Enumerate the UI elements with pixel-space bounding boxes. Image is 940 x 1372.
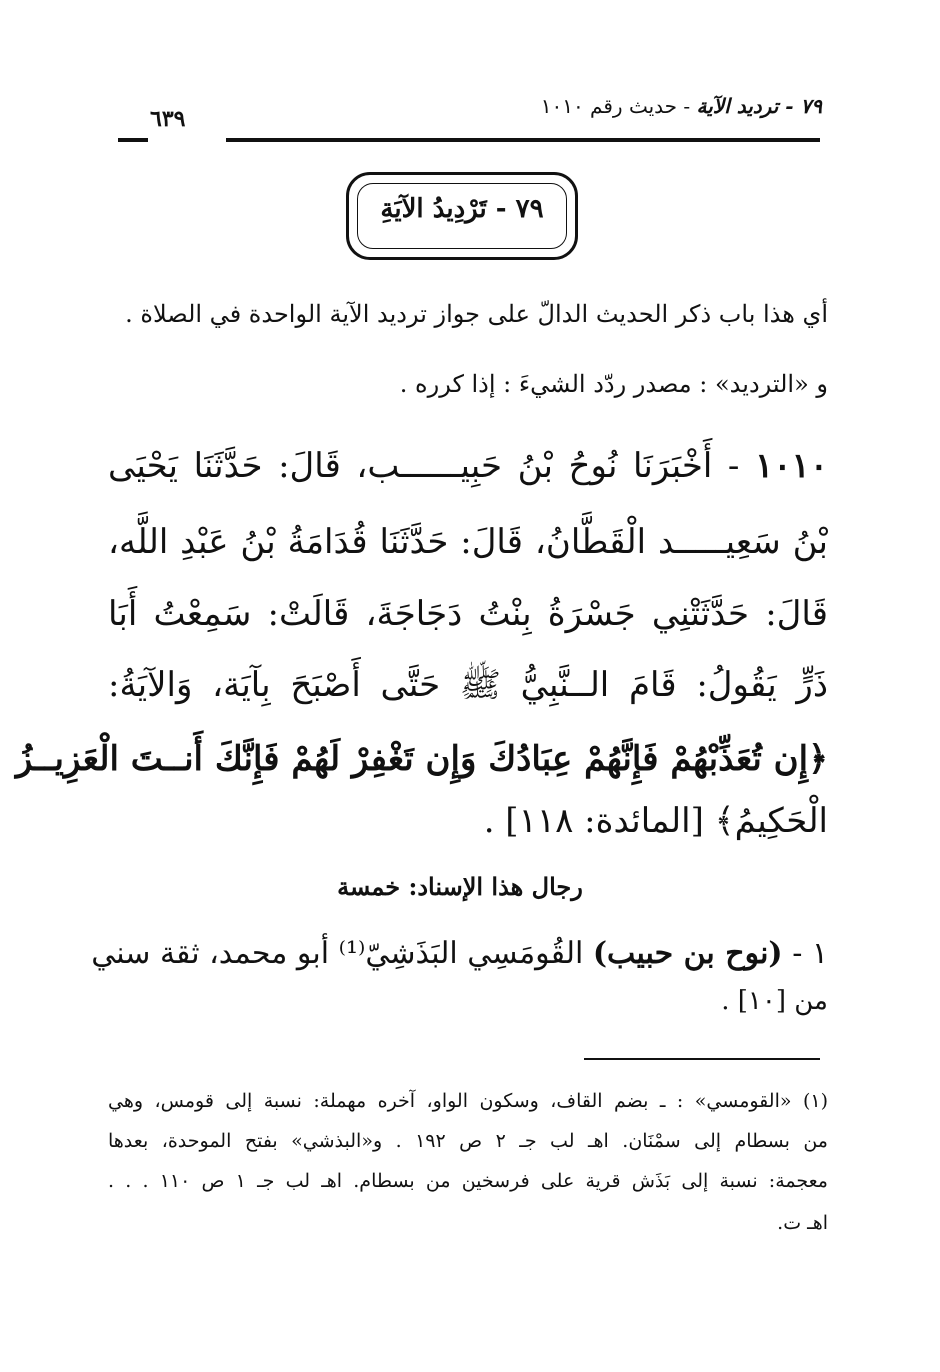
header-hadith-ref: - حديث رقم ١٠١٠ (540, 94, 691, 118)
hadith-line-1-text: - أَخْبَرَنَا نُوحُ بْنُ حَبِيــــــب، قَالَ: حَدَّثَنَا يَحْيَى (108, 446, 740, 486)
footnote-line-3: معجمة: نسبة إلى بَذَش قرية على فرسخين من بسطام. اهـ لب جـ ١ ص ١١٠ . . . (108, 1170, 828, 1192)
hadith-line-3: قَالَ: حَدَّثَتْنِي جَسْرَةُ بِنْتُ دَجَاجَةَ، قَالَتْ: سَمِعْتُ أَبَا (108, 594, 828, 634)
footnote-line-4: اهـ ت. (777, 1212, 828, 1234)
footnote-rule (584, 1058, 820, 1060)
section-heading: رجال هذا الإسناد: خمسة (337, 872, 583, 901)
footnote-line-1: (١) «القومسي» : ـ بضم القاف، وسكون الواو، آخره مهملة: نسبة إلى قومس، وهي (108, 1090, 828, 1112)
hadith-line-2: بْنُ سَعِيـــــد الْقَطَّانُ، قَالَ: حَدَّثَنَا قُدَامَةُ بْنُ عَبْدِ اللَّه، (108, 522, 828, 562)
quran-verse-line-1: ﴿إِن تُعَذِّبْهُمْ فَإِنَّهُمْ عِبَادُكَ وَإِن تَغْفِرْ لَهُمْ فَإِنَّكَ أَنــتَ الْعَزِيــزُ (15, 739, 828, 779)
page-number: ٦٣٩ (150, 106, 186, 132)
running-header (122, 94, 822, 124)
header-rule (226, 138, 820, 142)
hadith-number: ١٠١٠ (754, 446, 828, 486)
quran-verse-line-2: الْحَكِيمُ﴾ [المائدة: ١١٨] . (483, 801, 828, 841)
narrator-entry-1 (91, 936, 828, 971)
narrator-description: القُومَسِي البَذَشِيّ⁽¹⁾ أبو محمد، ثقة سني (91, 936, 584, 971)
intro-line-1: أي هذا باب ذكر الحديث الدالّ على جواز ترديد الآية الواحدة في الصلاة . (125, 300, 828, 328)
narrator-name: (نوح بن حبيب) (592, 936, 783, 971)
narrator-entry-1-continuation: من [١٠] . (721, 986, 828, 1016)
hadith-line-4: ذَرٍّ يَقُولُ: قَامَ الــنَّبِيُّ ﷺ حَتَّى أَصْبَحَ بِآيَة، وَالآيَةُ: (108, 665, 828, 705)
chapter-title: ٧٩ - تَرْدِيدُ الآيَةِ (380, 194, 544, 224)
header-chapter-label: ٧٩ - ترديد الآية (696, 94, 822, 118)
intro-line-2: و «الترديد» : مصدر ردّد الشيءَ : إذا كرره . (399, 370, 828, 398)
footnote-line-2: من بسطام إلى سمْنَان. اهـ لب جـ ٢ ص ١٩٢ . و«البذشي» بفتح الموحدة، بعدها (108, 1130, 828, 1152)
hadith-line-1 (108, 446, 828, 486)
header-rule-short (118, 138, 148, 142)
narrator-index: ١ - (792, 936, 828, 971)
